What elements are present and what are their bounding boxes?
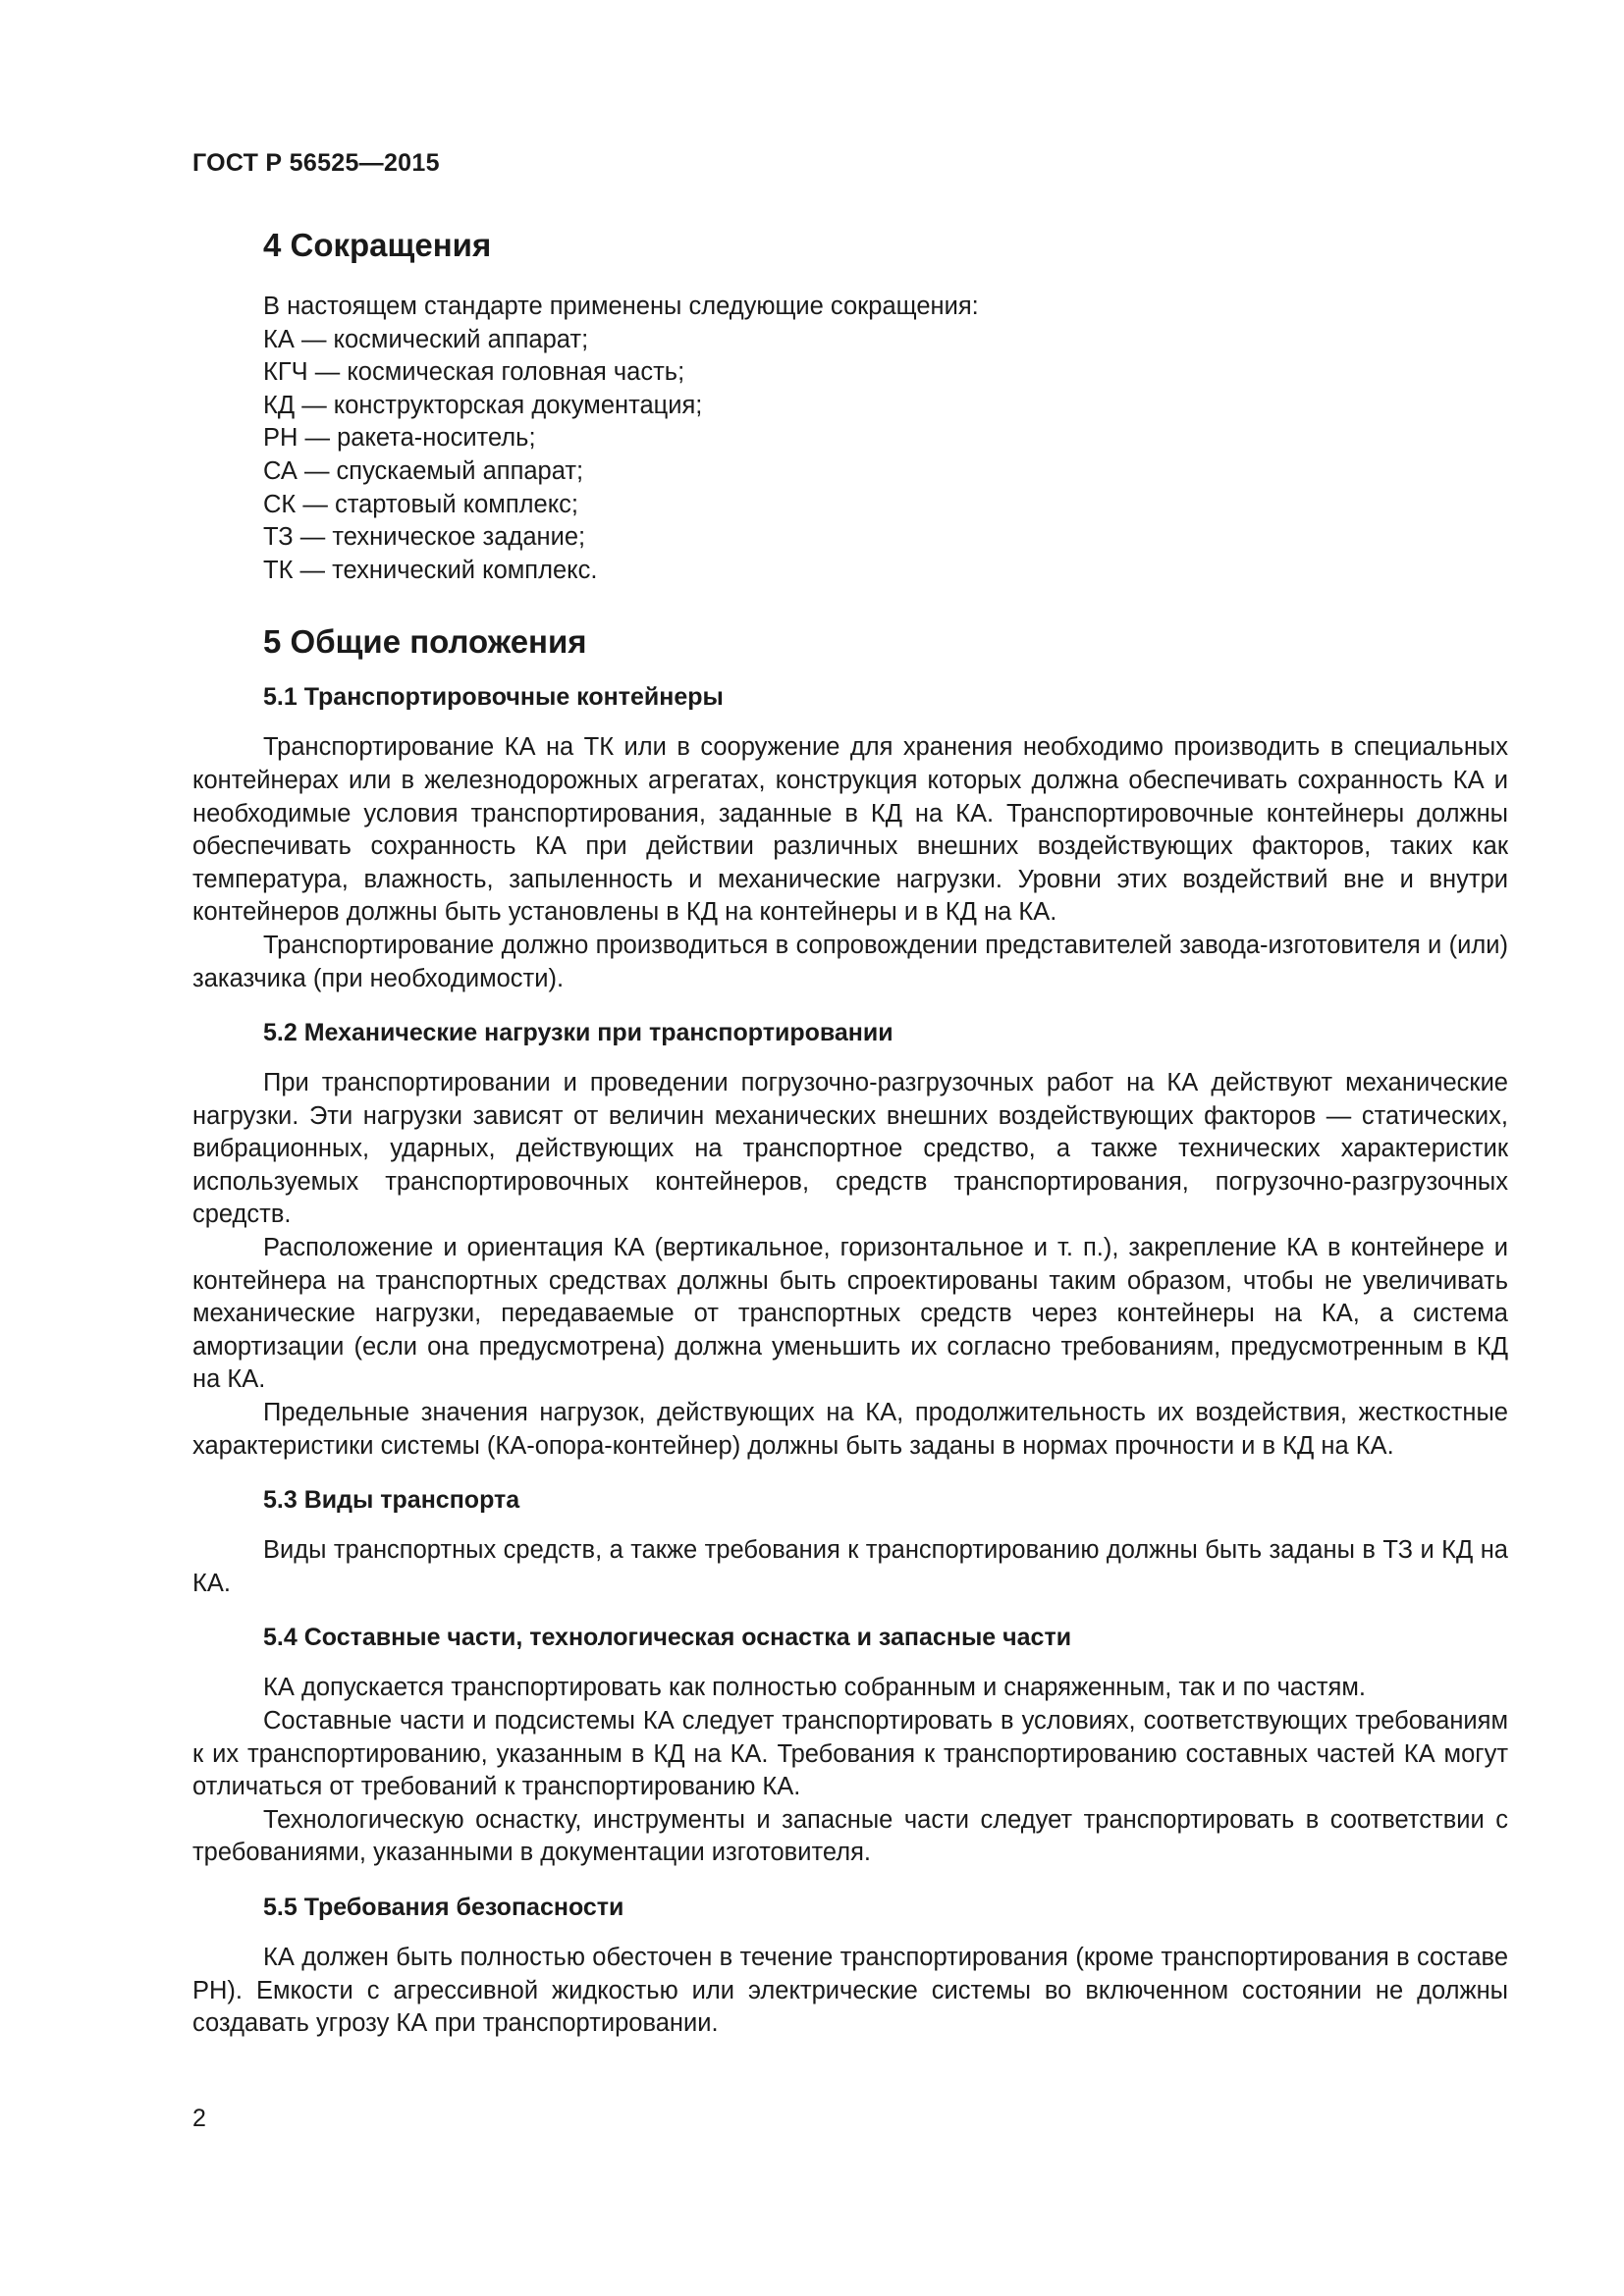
- subsection-5-3: [192, 1484, 1508, 1600]
- abbreviation-item: СК — стартовый комплекс;: [263, 490, 578, 518]
- subsection-5-2-title: 5.2 Механические нагрузки при транспортировании: [263, 1019, 893, 1047]
- abbreviation-item: КД — конструкторская документация;: [263, 391, 703, 419]
- abbreviation-item: ТК — технический комплекс.: [263, 556, 598, 584]
- subsection-5-1: [192, 681, 1508, 995]
- subsection-5-5: [192, 1892, 1508, 2041]
- paragraph: При транспортировании и проведении погрузочно-разгрузочных работ на КА действуют механические нагрузки. Эти нагрузки зависят от величин механических внешних воздействующих факторов — статических, вибрационных, ударных, действующих на транспортное средство, а также технических характеристик используемых транспортировочных контейнеров, средств транспортирования, погрузочно-разгрузочных средств.: [192, 1069, 1508, 1229]
- subsection-5-4: [192, 1622, 1508, 1870]
- paragraph: Транспортирование должно производиться в сопровождении представителей завода-изготовителя и (или) заказчика (при необходимости).: [192, 931, 1508, 992]
- paragraph: Предельные значения нагрузок, действующих на КА, продолжительность их воздействия, жесткостные характеристики системы (КА-опора-контейнер) должны быть заданы в нормах прочности и в КД на КА.: [192, 1399, 1508, 1460]
- paragraph: Технологическую оснастку, инструменты и запасные части следует транспортировать в соответствии с требованиями, указанными в документации изготовителя.: [192, 1805, 1508, 1867]
- abbreviation-intro: В настоящем стандарте применены следующие сокращения:: [263, 293, 979, 320]
- paragraph: Транспортирование КА на ТК или в сооружение для хранения необходимо производить в специальных контейнерах или в железнодорожных агрегатах, конструкция которых должна обеспечивать сохранность КА и необходимые условия транспортирования, заданные в КД на КА. Транспортировочные контейнеры должны обеспечивать сохранность КА при действии различных внешних воздействующих факторов, таких как температура, влажность, запыленность и механические нагрузки. Уровни этих воздействий вне и внутри контейнеров должны быть установлены в КД на контейнеры и в КД на КА.: [192, 733, 1508, 927]
- section-4-title: 4 Сокращения: [263, 227, 492, 263]
- subsection-5-1-title: 5.1 Транспортировочные контейнеры: [263, 683, 724, 712]
- subsection-5-4-title: 5.4 Составные части, технологическая оснастка и запасные части: [263, 1624, 1072, 1652]
- subsection-5-2: [192, 1017, 1508, 1463]
- abbreviation-item: СА — спускаемый аппарат;: [263, 456, 584, 485]
- abbreviation-item: РН — ракета-носитель;: [263, 424, 536, 453]
- section-abbreviations: [263, 226, 1508, 587]
- paragraph: КА должен быть полностью обесточен в течение транспортирования (кроме транспортирования в составе РН). Емкости с агрессивной жидкостью или электрические системы во включенном состоянии не должны создавать угрозу КА при транспортировании.: [192, 1943, 1508, 2038]
- section-general-provisions: [192, 622, 1508, 2040]
- paragraph: КА допускается транспортировать как полностью собранным и снаряженным, так и по частям.: [263, 1674, 1366, 1702]
- subsection-5-5-title: 5.5 Требования безопасности: [263, 1893, 624, 1921]
- paragraph: Составные части и подсистемы КА следует транспортировать в условиях, соответствующих требованиям к их транспортированию, указанным в КД на КА. Требования к транспортированию составных частей КА могут отличаться от требований к транспортированию КА.: [192, 1707, 1508, 1801]
- abbreviation-item: КГЧ — космическая головная часть;: [263, 358, 685, 387]
- paragraph: Виды транспортных средств, а также требования к транспортированию должны быть заданы в ТЗ и КД на КА.: [192, 1536, 1508, 1597]
- abbreviation-item: КА — космический аппарат;: [263, 325, 589, 353]
- section-5-title: 5 Общие положения: [263, 623, 587, 661]
- page-number: 2: [192, 2105, 206, 2132]
- paragraph: Расположение и ориентация КА (вертикальное, горизонтальное и т. п.), закрепление КА в контейнере и контейнера на транспортных средствах должны быть спроектированы таким образом, чтобы не увеличивать механические нагрузки, передаваемые от транспортных средств через контейнеры на КА, а система амортизации (если она предусмотрена) должна уменьшить их согласно требованиям, предусмотренным в КД на КА.: [192, 1234, 1508, 1394]
- subsection-5-3-title: 5.3 Виды транспорта: [263, 1486, 520, 1515]
- page-content: [192, 226, 1508, 2064]
- abbreviation-item: ТЗ — техническое задание;: [263, 523, 586, 552]
- document-code-header: ГОСТ Р 56525—2015: [192, 149, 440, 177]
- abbreviation-list: [263, 291, 1508, 587]
